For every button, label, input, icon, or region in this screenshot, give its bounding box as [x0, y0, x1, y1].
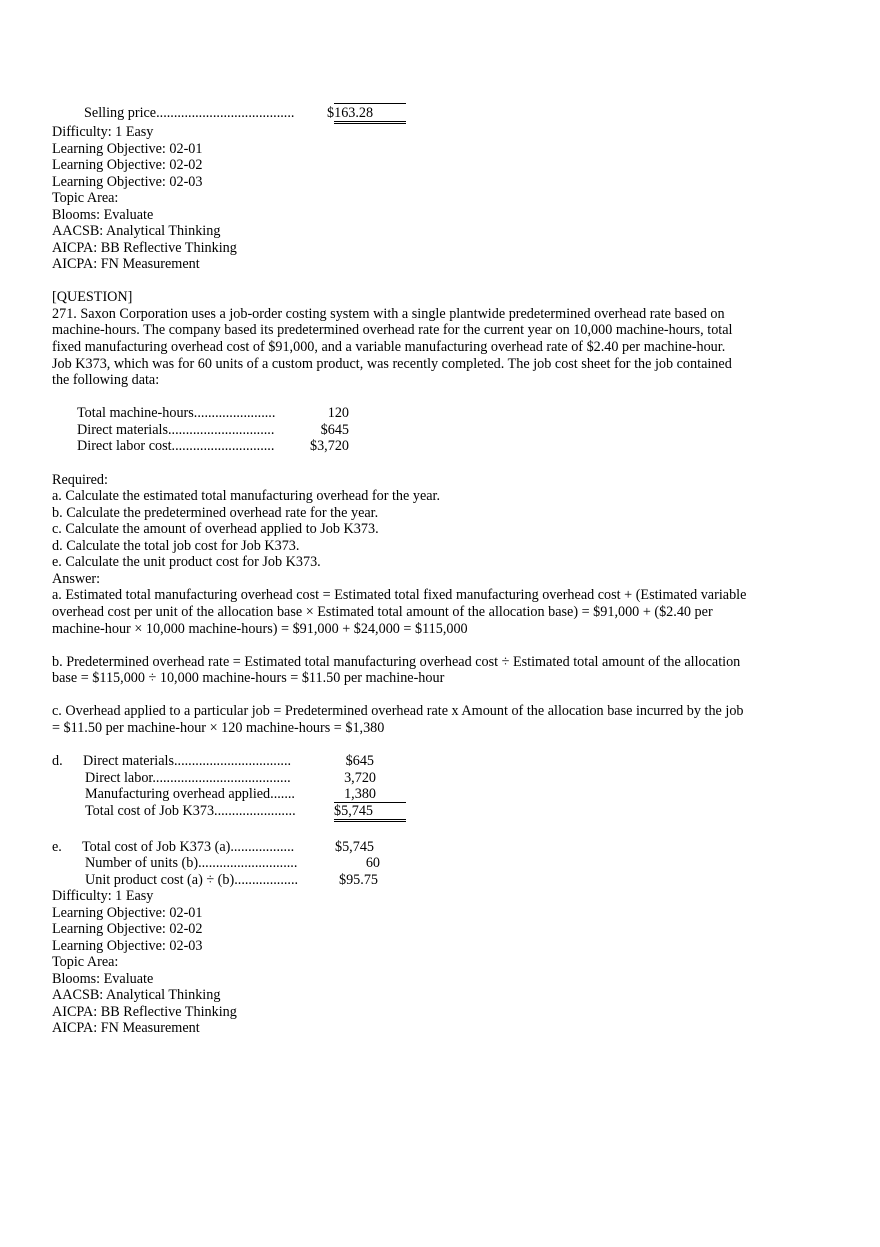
question-text-line: Job K373, which was for 60 units of a custom product, was recently completed. The job cost sheet for the job contained	[52, 356, 732, 372]
meta-aicpa: AICPA: FN Measurement	[52, 1020, 200, 1036]
answer-b-line: base = $115,000 ÷ 10,000 machine-hours = $11.50 per machine-hour	[52, 670, 445, 686]
meta-learning-objective: Learning Objective: 02-02	[52, 157, 203, 173]
required-heading: Required:	[52, 472, 108, 488]
answer-e-value: $95.75	[338, 872, 378, 888]
required-item: b. Calculate the predetermined overhead rate for the year.	[52, 505, 379, 521]
job-data-label: Total machine-hours.......................	[77, 405, 276, 421]
answer-d-value: $5,745	[334, 803, 374, 819]
answer-d-value: 3,720	[344, 770, 376, 786]
answer-e-label: Total cost of Job K373 (a)..................	[82, 839, 295, 855]
selling-price-label: Selling price.......................................	[84, 105, 295, 121]
job-data-value: $3,720	[309, 438, 349, 454]
answer-e-label: Unit product cost (a) ÷ (b)..................	[85, 872, 299, 888]
required-item: c. Calculate the amount of overhead applied to Job K373.	[52, 521, 379, 537]
question-text-line: 271. Saxon Corporation uses a job-order costing system with a single plantwide predetermined overhead rate based on	[52, 306, 725, 322]
meta-learning-objective: Learning Objective: 02-02	[52, 921, 203, 937]
meta-aicpa: AICPA: BB Reflective Thinking	[52, 240, 237, 256]
answer-d-label: Direct materials.................................	[83, 753, 292, 769]
question-text-line: machine-hours. The company based its predetermined overhead rate for the current year on 10,000 machine-hours, total	[52, 322, 733, 338]
answer-b-line: b. Predetermined overhead rate = Estimated total manufacturing overhead cost ÷ Estimated total amount of the allocation	[52, 654, 741, 670]
required-item: e. Calculate the unit product cost for Job K373.	[52, 554, 321, 570]
meta-learning-objective: Learning Objective: 02-01	[52, 905, 203, 921]
job-data-value: $645	[320, 422, 349, 438]
question-text-line: fixed manufacturing overhead cost of $91,000, and a variable manufacturing overhead rate of $2.40 per machine-hour.	[52, 339, 726, 355]
meta-learning-objective: Learning Objective: 02-03	[52, 938, 203, 954]
answer-d-value: 1,380	[344, 786, 376, 802]
meta-blooms: Blooms: Evaluate	[52, 971, 154, 987]
answer-e-label: Number of units (b)............................	[85, 855, 298, 871]
answer-e-value: $5,745	[334, 839, 374, 855]
meta-aacsb: AACSB: Analytical Thinking	[52, 223, 221, 239]
required-item: a. Calculate the estimated total manufacturing overhead for the year.	[52, 488, 441, 504]
job-data-label: Direct materials..............................	[77, 422, 275, 438]
meta-topic-area: Topic Area:	[52, 954, 119, 970]
answer-heading: Answer:	[52, 571, 101, 587]
answer-d-value: $645	[345, 753, 374, 769]
answer-d-label: Direct labor.......................................	[85, 770, 291, 786]
meta-topic-area: Topic Area:	[52, 190, 119, 206]
answer-d-label: Total cost of Job K373.......................	[85, 803, 296, 819]
question-text-line: the following data:	[52, 372, 160, 388]
answer-e-value: 60	[365, 855, 380, 871]
selling-price-top-rule	[334, 103, 406, 104]
meta-learning-objective: Learning Objective: 02-03	[52, 174, 203, 190]
job-data-label: Direct labor cost.............................	[77, 438, 275, 454]
meta-learning-objective: Learning Objective: 02-01	[52, 141, 203, 157]
answer-c-line: c. Overhead applied to a particular job = Predetermined overhead rate x Amount of the allocation base incurred by the job	[52, 703, 744, 719]
answer-a-line: a. Estimated total manufacturing overhead cost = Estimated total fixed manufacturing overhead cost + (Estimated variable	[52, 587, 747, 603]
answer-d-total-double-rule	[334, 819, 406, 822]
meta-difficulty: Difficulty: 1 Easy	[52, 888, 154, 904]
meta-difficulty: Difficulty: 1 Easy	[52, 124, 154, 140]
meta-blooms: Blooms: Evaluate	[52, 207, 154, 223]
answer-a-line: machine-hour × 10,000 machine-hours) = $91,000 + $24,000 = $115,000	[52, 621, 468, 637]
meta-aicpa: AICPA: FN Measurement	[52, 256, 200, 272]
selling-price-value: $163.28	[327, 105, 374, 121]
job-data-value: 120	[327, 405, 349, 421]
required-item: d. Calculate the total job cost for Job K373.	[52, 538, 300, 554]
answer-c-line: = $11.50 per machine-hour × 120 machine-hours = $1,380	[52, 720, 385, 736]
meta-aacsb: AACSB: Analytical Thinking	[52, 987, 221, 1003]
meta-aicpa: AICPA: BB Reflective Thinking	[52, 1004, 237, 1020]
answer-e-marker: e.	[52, 839, 62, 855]
selling-price-double-rule	[334, 121, 406, 124]
question-tag: [QUESTION]	[52, 289, 133, 305]
answer-d-label: Manufacturing overhead applied.......	[85, 786, 295, 802]
answer-d-marker: d.	[52, 753, 63, 769]
answer-a-line: overhead cost per unit of the allocation base × Estimated total amount of the allocation base) = $91,000 + ($2.40 per	[52, 604, 713, 620]
